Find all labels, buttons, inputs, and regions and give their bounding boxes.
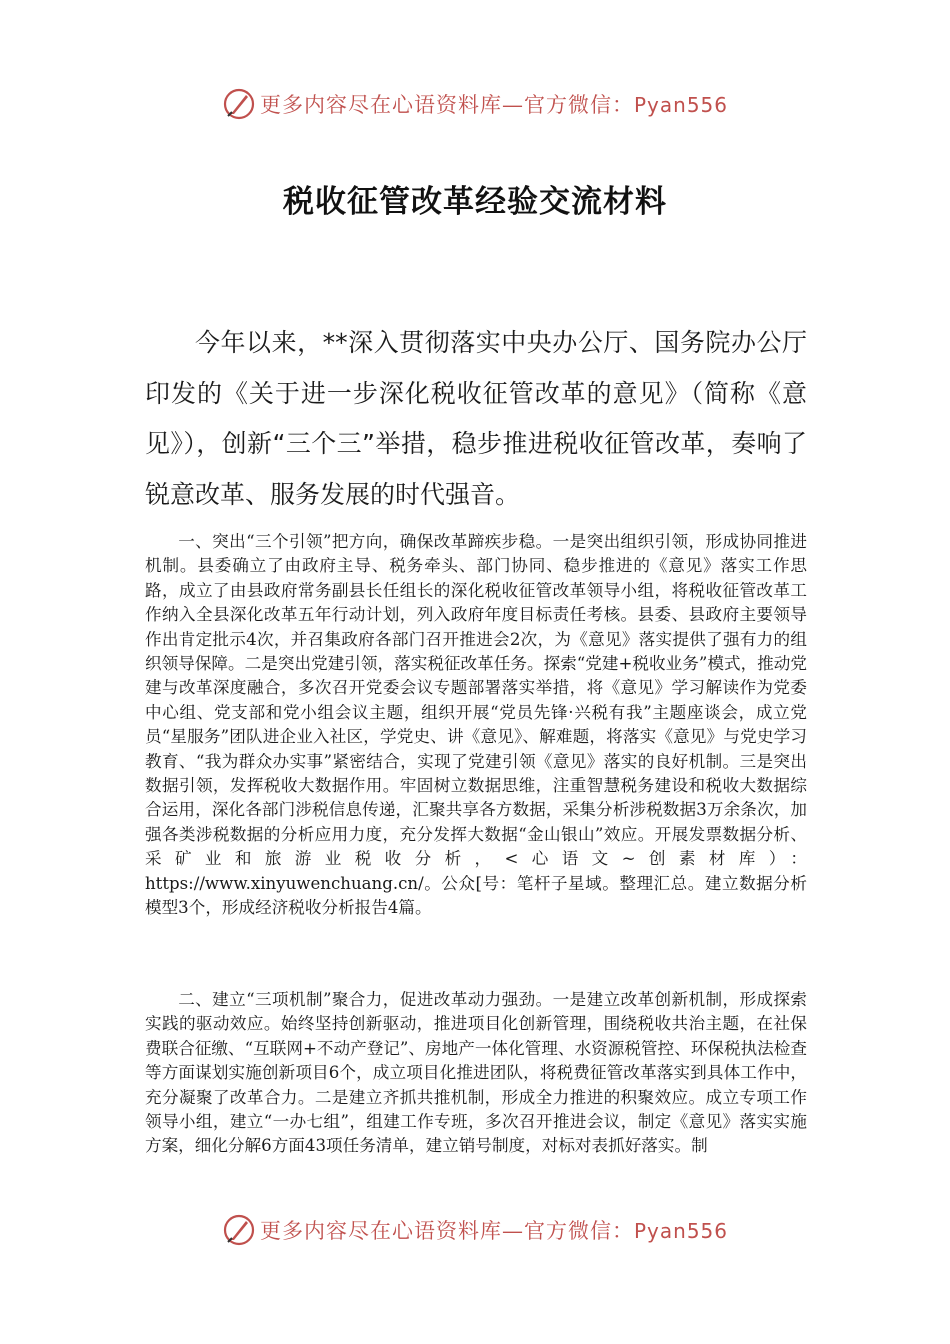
quill-pen-logo-icon xyxy=(222,1213,256,1247)
banner-text: 更多内容尽在心语资料库—官方微信：Pyan556 xyxy=(259,1219,728,1243)
body-paragraph-2: 二、建立“三项机制”聚合力，促进改革动力强劲。一是建立改革创新机制，形成探索实践的驱动效应。始终坚持创新驱动，推进项目化创新管理，围绕税收共治主题，在社保费联合征缴、“互联网+不动产登记”、房地产一体化管理、水资源税管控、环保税执法检查等方面谋划实施创新项目6个，成立项目化推进团队，将税费征管改革落实到具体工作中，充分凝聚了改革合力。二是建立齐抓共推机制，形成全力推进的积聚效应。成立专项工作领导小组，建立“一办七组”，组建工作专班，多次召开推进会议，制定《意见》落实实施方案，细化分解6方面43项任务清单，建立销号制度，对标对表抓好落实。制 xyxy=(145,990,807,1156)
document-title: 税收征管改革经验交流材料 xyxy=(283,184,667,220)
footer-banner xyxy=(0,1210,950,1250)
intro-paragraph: 今年以来，**深入贯彻落实中央办公厅、国务院办公厅印发的《关于进一步深化税收征管改革的意见》（简称《意见》），创新“三个三”举措，稳步推进税收征管改革，奏响了锐意改革、服务发展的时代强音。 xyxy=(145,328,807,509)
body-paragraph-1: 一、突出“三个引领”把方向，确保改革蹄疾步稳。一是突出组织引领，形成协同推进机制。县委确立了由政府主导、税务牵头、部门协同、稳步推进的《意见》落实工作思路，成立了由县政府常务副县长任组长的深化税收征管改革领导小组，将税收征管改革工作纳入全县深化改革五年行动计划，列入政府年度目标责任考核。县委、县政府主要领导作出肯定批示4次，并召集政府各部门召开推进会2次，为《意见》落实提供了强有力的组织领导保障。二是突出党建引领，落实税征改革任务。探索“党建+税收业务”模式，推动党建与改革深度融合，多次召开党委会议专题部署落实举措，将《意见》学习解读作为党委中心组、党支部和党小组会议主题，组织开展“党员先锋·兴税有我”主题座谈会，成立党员“星服务”团队进企业入社区，学党史、讲《意见》、解难题，将落实《意见》与党史学习教育、“我为群众办实事”紧密结合，实现了党建引领《意见》落实的良好机制。三是突出数据引领，发挥税收大数据作用。牢固树立数据思维，注重智慧税务建设和税收大数据综合运用，深化各部门涉税信息传递，汇聚共享各方数据，采集分析涉税数据3万余条次，加强各类涉税数据的分析应用力度，充分发挥大数据“金山银山”效应。开展发票数据分析、采矿业和旅游业税收分析，<心语文~创素材库）：https://www.xinyuwenchuang.cn/。公众[号：笔杆子星域。整理汇总。建立数据分析模型3个，形成经济税收分析报告4篇。 xyxy=(145,532,807,918)
header-banner xyxy=(0,84,950,124)
banner-text: 更多内容尽在心语资料库—官方微信：Pyan556 xyxy=(259,93,728,117)
quill-pen-logo-icon xyxy=(222,87,256,121)
